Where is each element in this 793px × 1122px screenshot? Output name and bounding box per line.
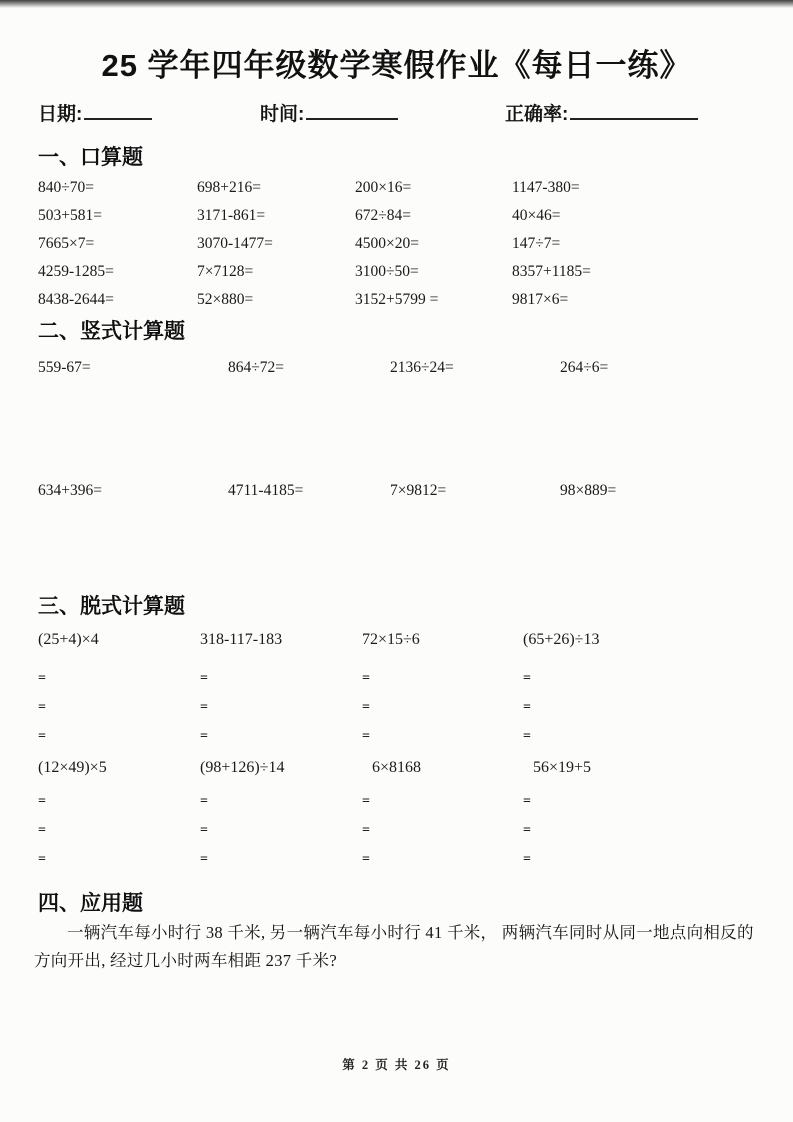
date-field <box>38 99 152 126</box>
vertical-problem: 559-67= <box>38 359 91 376</box>
date-label: 日期: <box>38 104 83 125</box>
offset-problem: (12×49)×5 <box>38 759 107 776</box>
oral-problem: 4259-1285= <box>38 263 114 280</box>
accuracy-label: 正确率: <box>505 104 569 125</box>
oral-problem: 3152+5799 = <box>355 291 439 308</box>
offset-problem: 56×19+5 <box>533 759 592 776</box>
offset-problem: 6×8168 <box>372 759 422 776</box>
oral-row <box>0 263 793 285</box>
oral-row <box>0 291 793 313</box>
equals-sign: = <box>523 671 531 686</box>
oral-problem: 672÷84= <box>355 207 411 224</box>
page-title: 25 学年四年级数学寒假作业《每日一练》 <box>101 48 692 83</box>
oral-problem: 3070-1477= <box>197 235 273 252</box>
equals-row <box>0 852 793 874</box>
oral-problem: 3100÷50= <box>355 263 419 280</box>
equals-sign: = <box>38 823 46 838</box>
oral-problem: 503+581= <box>38 207 102 224</box>
header-fields <box>0 99 793 125</box>
vertical-problem: 634+396= <box>38 482 102 499</box>
date-blank-line <box>84 102 152 120</box>
offset-problem: (98+126)÷14 <box>200 759 285 776</box>
equals-sign: = <box>362 794 370 809</box>
equals-sign: = <box>362 700 370 715</box>
vertical-row <box>0 482 793 504</box>
equals-sign: = <box>200 729 208 744</box>
oral-row <box>0 179 793 201</box>
time-label: 时间: <box>260 104 305 125</box>
accuracy-field <box>505 99 698 126</box>
oral-problem: 1147-380= <box>512 179 580 196</box>
accuracy-blank-line <box>570 102 698 120</box>
offset-problem: 72×15÷6 <box>362 631 420 648</box>
oral-problem: 7665×7= <box>38 235 95 252</box>
offset-problem-row <box>0 759 793 781</box>
equals-sign: = <box>523 794 531 809</box>
oral-problem: 840÷70= <box>38 179 94 196</box>
vertical-problem: 4711-4185= <box>228 482 304 499</box>
oral-row <box>0 207 793 229</box>
vertical-problem: 98×889= <box>560 482 617 499</box>
oral-problem: 40×46= <box>512 207 561 224</box>
equals-sign: = <box>38 852 46 867</box>
equals-sign: = <box>200 823 208 838</box>
equals-sign: = <box>38 794 46 809</box>
equals-sign: = <box>362 671 370 686</box>
oral-problem: 9817×6= <box>512 291 569 308</box>
equals-sign: = <box>362 729 370 744</box>
equals-row <box>0 671 793 693</box>
equals-sign: = <box>38 671 46 686</box>
equals-sign: = <box>523 852 531 867</box>
vertical-problem: 7×9812= <box>390 482 447 499</box>
oral-problem: 4500×20= <box>355 235 419 252</box>
equals-row <box>0 823 793 845</box>
oral-problem: 52×880= <box>197 291 254 308</box>
time-blank-line <box>306 102 398 120</box>
offset-problem-row <box>0 631 793 653</box>
section-heading-oral: 一、口算题 <box>38 146 143 169</box>
vertical-row <box>0 359 793 381</box>
equals-sign: = <box>523 823 531 838</box>
oral-problem: 3171-861= <box>197 207 266 224</box>
equals-sign: = <box>200 671 208 686</box>
vertical-problem: 264÷6= <box>560 359 609 376</box>
equals-sign: = <box>200 794 208 809</box>
section-heading-offset: 三、脱式计算题 <box>38 595 185 618</box>
page-number: 第 2 页 共 26 页 <box>342 1058 451 1072</box>
oral-problem: 8357+1185= <box>512 263 591 280</box>
section-heading-vertical: 二、竖式计算题 <box>38 320 185 343</box>
oral-problem: 147÷7= <box>512 235 561 252</box>
vertical-problem: 864÷72= <box>228 359 284 376</box>
offset-problem: (25+4)×4 <box>38 631 99 648</box>
section-heading-word: 四、应用题 <box>38 892 143 915</box>
equals-sign: = <box>362 823 370 838</box>
oral-problem: 698+216= <box>197 179 261 196</box>
scan-artifact-top <box>0 0 793 8</box>
offset-problem: 318-117-183 <box>200 631 283 648</box>
equals-sign: = <box>200 700 208 715</box>
vertical-problem: 2136÷24= <box>390 359 454 376</box>
equals-sign: = <box>38 700 46 715</box>
oral-problem: 8438-2644= <box>38 291 114 308</box>
equals-sign: = <box>38 729 46 744</box>
equals-row <box>0 794 793 816</box>
equals-sign: = <box>523 700 531 715</box>
time-field <box>260 99 398 126</box>
oral-problem: 7×7128= <box>197 263 254 280</box>
equals-row <box>0 729 793 751</box>
equals-sign: = <box>523 729 531 744</box>
equals-sign: = <box>200 852 208 867</box>
oral-row <box>0 235 793 257</box>
equals-sign: = <box>362 852 370 867</box>
offset-problem: (65+26)÷13 <box>523 631 600 648</box>
equals-row <box>0 700 793 722</box>
oral-problem: 200×16= <box>355 179 412 196</box>
word-problem-text: 一辆汽车每小时行 38 千米, 另一辆汽车每小时行 41 千米， 两辆汽车同时从同一地点向相反的方向开出, 经过几小时两车相距 237 千米? <box>34 923 754 970</box>
